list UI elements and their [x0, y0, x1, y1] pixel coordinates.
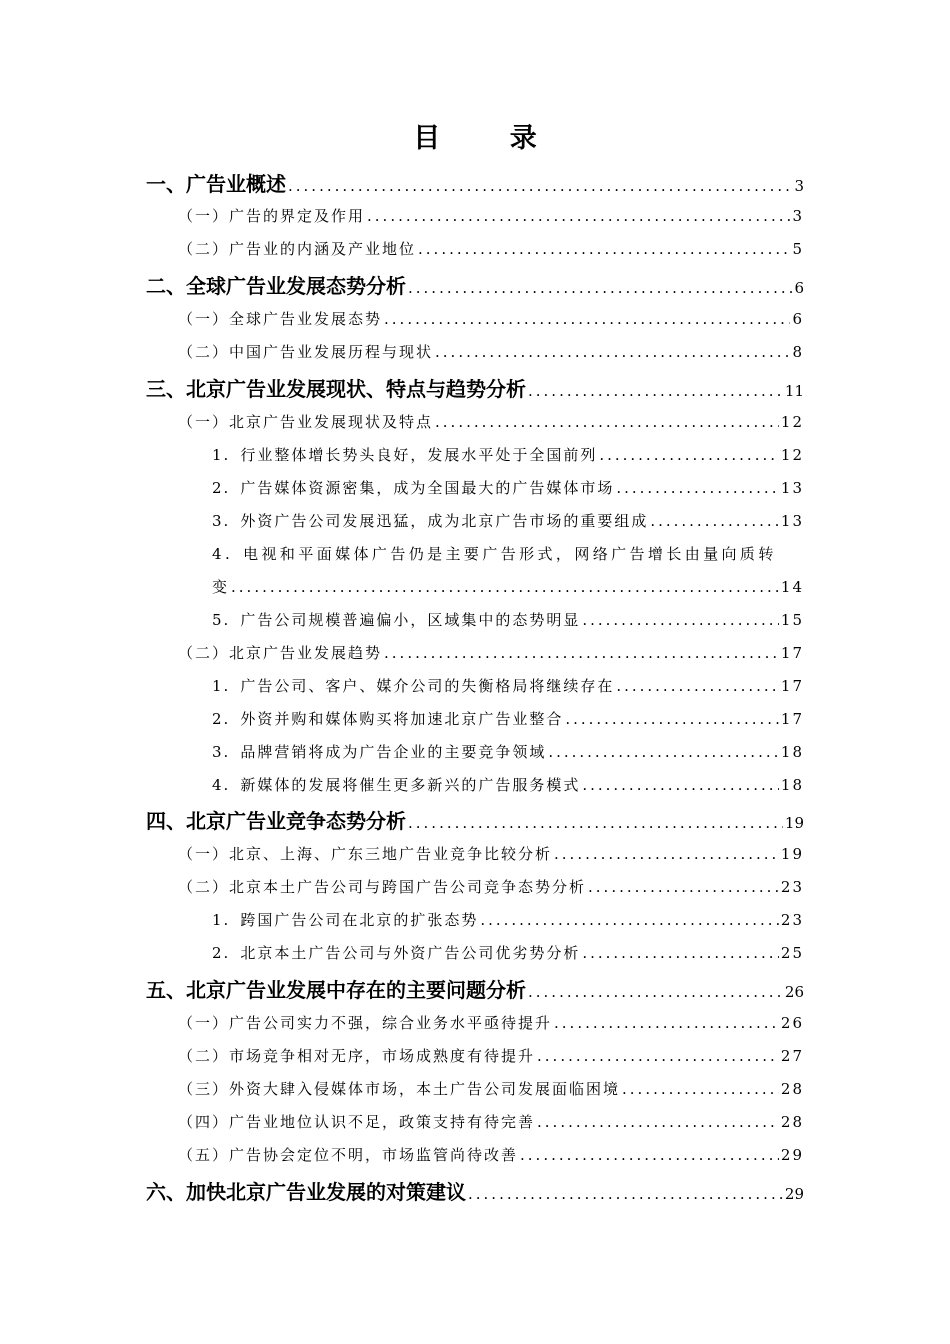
toc-page-number: 25 [780, 944, 804, 962]
toc-entry-number: 1. [212, 911, 231, 929]
toc-page-number: 12 [780, 446, 804, 464]
toc-page-number: 6 [794, 279, 804, 297]
toc-page-number: 5 [792, 240, 804, 258]
toc-leader-dots [588, 878, 779, 896]
toc-entry-section[interactable] [178, 411, 804, 432]
toc-entry-number: 4. [212, 545, 234, 563]
toc-entry-number: 4. [212, 776, 231, 794]
toc-entry-text-continued: 变 [212, 578, 230, 596]
toc-leader-dots [408, 814, 783, 832]
toc-entry-text: 行业整体增长势头良好，发展水平处于全国前列 [240, 446, 598, 464]
toc-leader-dots [384, 644, 779, 662]
toc-entry-chapter-2[interactable] [146, 270, 804, 299]
toc-page-number: 17 [780, 677, 804, 695]
toc-entry-text: 广告公司规模普遍偏小，区域集中的态势明显 [240, 611, 581, 629]
toc-entry-text: 跨国广告公司在北京的扩张态势 [240, 911, 479, 929]
toc-entry-number: 2. [212, 944, 231, 962]
toc-page-number: 14 [780, 578, 804, 596]
toc-leader-dots [582, 776, 779, 794]
toc-page-number: 19 [784, 814, 804, 832]
toc-page-number: 13 [780, 479, 804, 497]
toc-leader-dots [528, 983, 783, 1001]
toc-leader-dots [367, 207, 790, 225]
toc-page-number: 29 [780, 1146, 804, 1164]
toc-entry-subsection[interactable] [212, 444, 804, 465]
toc-leader-dots [565, 710, 779, 728]
toc-entry-section[interactable] [178, 876, 804, 897]
toc-entry-subsection[interactable] [212, 708, 804, 729]
toc-leader-dots [418, 240, 790, 258]
toc-leader-dots [435, 413, 779, 431]
toc-entry-section[interactable] [178, 1045, 804, 1066]
toc-entry-text: （五）广告协会定位不明，市场监管尚待改善 [178, 1146, 519, 1164]
toc-entry-text: 品牌营销将成为广告企业的主要竞争领域 [240, 743, 547, 761]
toc-entry-text: 三、北京广告业发展现状、特点与趋势分析 [146, 377, 526, 401]
toc-page-number: 17 [780, 644, 804, 662]
toc-entry-text: （三）外资大肆入侵媒体市场，本土广告公司发展面临困境 [178, 1080, 621, 1098]
toc-page-number: 28 [780, 1080, 804, 1098]
toc-page-number: 17 [780, 710, 804, 728]
toc-entry-text: 外资广告公司发展迅猛，成为北京广告市场的重要组成 [240, 512, 649, 530]
toc-entry-text: 二、全球广告业发展态势分析 [146, 274, 406, 298]
toc-leader-dots [599, 446, 779, 464]
toc-entry-subsection-wrapped-second-line[interactable] [212, 576, 804, 597]
toc-entry-chapter-5[interactable] [146, 974, 804, 1003]
toc-entry-chapter-6[interactable] [146, 1176, 804, 1205]
toc-leader-dots [537, 1113, 779, 1131]
toc-page-number: 13 [780, 512, 804, 530]
toc-entry-section[interactable] [178, 341, 804, 362]
toc-page-number: 6 [792, 310, 804, 328]
toc-page-number: 26 [784, 983, 804, 1001]
toc-entry-number: 1. [212, 446, 231, 464]
toc-leader-dots [384, 310, 790, 328]
toc-entry-section[interactable] [178, 843, 804, 864]
toc-page-number: 3 [792, 207, 804, 225]
toc-entry-chapter-3[interactable] [146, 373, 804, 402]
toc-entry-text: 五、北京广告业发展中存在的主要问题分析 [146, 978, 526, 1002]
toc-leader-dots [520, 1146, 779, 1164]
toc-entry-section[interactable] [178, 205, 804, 226]
toc-entry-number: 5. [212, 611, 231, 629]
toc-page-number: 26 [780, 1014, 804, 1032]
toc-entry-subsection[interactable] [212, 909, 804, 930]
toc-page-number: 8 [792, 343, 804, 361]
toc-page-number: 15 [780, 611, 804, 629]
toc-entry-text: 广告公司、客户、媒介公司的失衡格局将继续存在 [240, 677, 615, 695]
toc-leader-dots [650, 512, 779, 530]
toc-entry-subsection[interactable] [212, 510, 804, 531]
toc-entry-text: （二）中国广告业发展历程与现状 [178, 343, 434, 361]
toc-page-number: 19 [780, 845, 804, 863]
toc-leader-dots [616, 479, 779, 497]
toc-page-number: 18 [780, 776, 804, 794]
toc-leader-dots [528, 382, 783, 400]
toc-entry-section[interactable] [178, 238, 804, 259]
toc-leader-dots [231, 578, 779, 596]
toc-entry-section[interactable] [178, 1078, 804, 1099]
toc-entry-number: 2. [212, 479, 231, 497]
toc-entry-section[interactable] [178, 1144, 804, 1165]
toc-entry-text: （一）北京广告业发展现状及特点 [178, 413, 434, 431]
toc-page-number: 27 [780, 1047, 804, 1065]
toc-entry-section[interactable] [178, 1111, 804, 1132]
toc-entry-number: 2. [212, 710, 231, 728]
toc-entry-section[interactable] [178, 642, 804, 663]
toc-entry-text: （二）市场竞争相对无序，市场成熟度有待提升 [178, 1047, 536, 1065]
toc-leader-dots [537, 1047, 779, 1065]
toc-entry-text: （一）广告的界定及作用 [178, 207, 366, 225]
toc-entry-subsection[interactable] [212, 675, 804, 696]
toc-page-number: 29 [784, 1185, 804, 1203]
toc-entry-chapter-1[interactable] [146, 168, 804, 197]
toc-entry-text: （一）广告公司实力不强，综合业务水平亟待提升 [178, 1014, 553, 1032]
toc-leader-dots [622, 1080, 779, 1098]
toc-page-number: 23 [780, 911, 804, 929]
toc-leader-dots [435, 343, 790, 361]
toc-entry-text: 四、北京广告业竞争态势分析 [146, 809, 406, 833]
toc-entry-number: 1. [212, 677, 231, 695]
toc-entry-text: （二）广告业的内涵及产业地位 [178, 240, 417, 258]
toc-leader-dots [480, 911, 779, 929]
toc-entry-subsection[interactable] [212, 477, 804, 498]
toc-leader-dots [468, 1185, 783, 1203]
toc-entry-number: 3. [212, 743, 231, 761]
toc-entry-text: 广告媒体资源密集，成为全国最大的广告媒体市场 [240, 479, 615, 497]
toc-leader-dots [408, 279, 792, 297]
toc-entry-chapter-4[interactable] [146, 805, 804, 834]
toc-entry-text: （一）北京、上海、广东三地广告业竞争比较分析 [178, 845, 553, 863]
toc-entry-subsection[interactable] [212, 609, 804, 630]
toc-entry-text: 北京本土广告公司与外资广告公司优劣势分析 [240, 944, 581, 962]
toc-entry-text: （二）北京本土广告公司与跨国广告公司竞争态势分析 [178, 878, 587, 896]
toc-entry-text: 新媒体的发展将催生更多新兴的广告服务模式 [240, 776, 581, 794]
toc-entry-text: 外资并购和媒体购买将加速北京广告业整合 [240, 710, 564, 728]
toc-entry-text: 一、广告业概述 [146, 172, 286, 196]
toc-entry-subsection[interactable] [212, 741, 804, 762]
toc-entry-subsection[interactable] [212, 774, 804, 795]
toc-leader-dots [548, 743, 779, 761]
toc-leader-dots [582, 611, 779, 629]
toc-page-number: 23 [780, 878, 804, 896]
toc-leader-dots [554, 845, 779, 863]
toc-entry-subsection[interactable] [212, 942, 804, 963]
toc-leader-dots [288, 177, 792, 195]
toc-leader-dots [582, 944, 779, 962]
toc-entry-number: 3. [212, 512, 231, 530]
toc-page-number: 28 [780, 1113, 804, 1131]
toc-entry-text: （四）广告业地位认识不足，政策支持有待完善 [178, 1113, 536, 1131]
toc-page-number: 18 [780, 743, 804, 761]
toc-entry-subsection-wrapped-first-line[interactable] [212, 543, 804, 564]
toc-page-number: 11 [784, 382, 804, 400]
toc-leader-dots [616, 677, 779, 695]
toc-page-number: 12 [780, 413, 804, 431]
toc-entry-text: （二）北京广告业发展趋势 [178, 644, 383, 662]
toc-title: 目 录 [413, 123, 567, 154]
toc-leader-dots [554, 1014, 779, 1032]
toc-entry-text: 电视和平面媒体广告仍是主要广告形式，网络广告增长由量向质转 [243, 545, 777, 563]
toc-entry-section[interactable] [178, 1012, 804, 1033]
toc-entry-text: 六、加快北京广告业发展的对策建议 [146, 1180, 466, 1204]
toc-entry-section[interactable] [178, 308, 804, 329]
toc-entry-text: （一）全球广告业发展态势 [178, 310, 383, 328]
toc-page-number: 3 [794, 177, 804, 195]
